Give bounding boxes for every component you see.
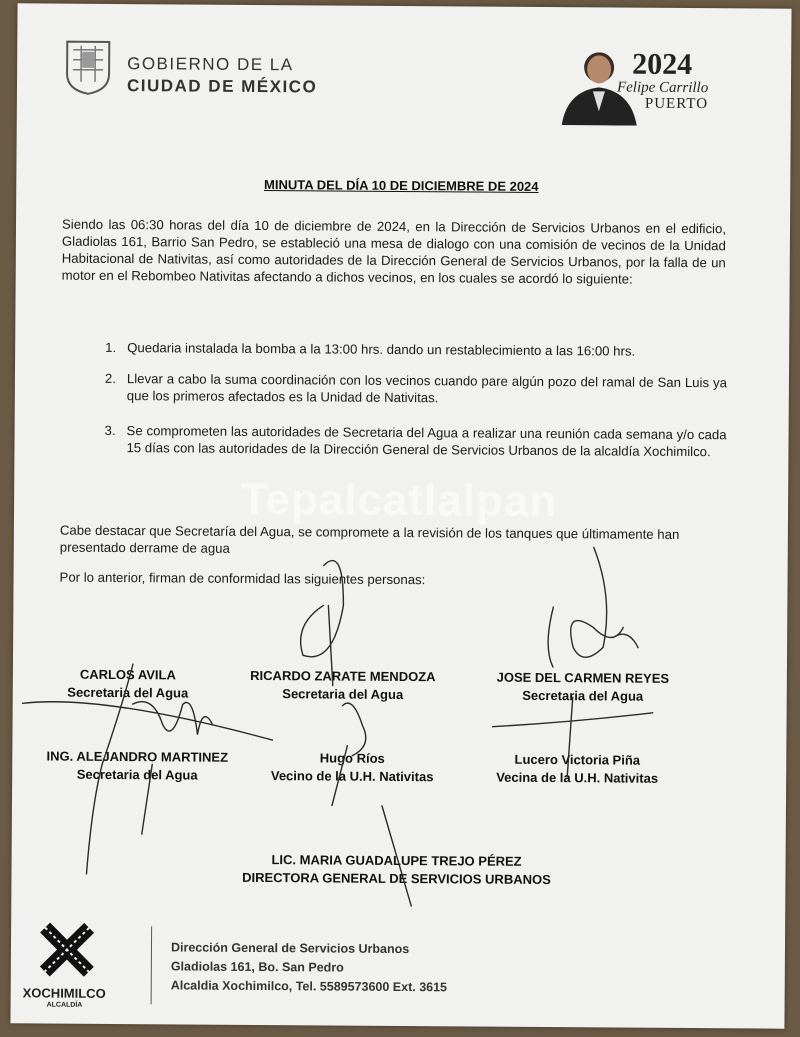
item-text: Llevar a cabo la suma coordinación con los vecinos cuando pare algún pozo del ramal de San Luis ya que los primeros afectados es la Unidad de Nativitas. — [126, 371, 727, 406]
document-page — [10, 3, 791, 1028]
signatory-name: LIC. MARIA GUADALUPE TREJO PÉREZ — [271, 852, 522, 869]
xochimilco-logo-icon — [37, 919, 97, 979]
footer-divider — [151, 926, 153, 1004]
agreement-item-3 — [104, 422, 727, 460]
footer-brand: XOCHIMILCO — [22, 985, 106, 1001]
signatory-name: CARLOS AVILA — [79, 666, 176, 683]
document-title: MINUTA DEL DÍA 10 DE DICIEMBRE DE 2024 — [264, 177, 539, 194]
signatory-role: Secretaria del Agua — [522, 687, 644, 704]
footer-line-1: Dirección General de Servicios Urbanos — [170, 940, 410, 957]
campaign-name: Felipe Carrillo — [616, 79, 709, 97]
signature-block — [252, 749, 452, 786]
intro-paragraph: Siendo las 06:30 horas del día 10 de diciembre de 2024, en la Dirección de Servicios Urbanos en el edificio, Gladiolas 161, Barrio San Pedro, se estableció una mesa de dialogo con una comisión de vecinos de la Unidad Habitacional de Nativitas, así como autoridades de la Dirección General de Servicios Urbanos, por la falla de un motor en el Rebombeo Nativitas afectando a dichos vecinos, en los cuales se acordó lo siguiente: — [61, 216, 727, 287]
footer-address — [171, 938, 448, 997]
signatory-name: ING. ALEJANDRO MARTINEZ — [46, 748, 229, 765]
signatory-role: Vecina de la U.H. Nativitas — [496, 769, 659, 786]
item-text: Quedaria instalada la bomba a la 13:00 hrs. dando un restablecimiento a las 16:00 hrs. — [127, 340, 636, 359]
year-logo: 2024 — [632, 47, 693, 82]
signature-block — [191, 851, 601, 890]
signature-block — [42, 748, 232, 785]
footer-brand-sub: ALCALDÍA — [46, 1001, 83, 1009]
note-paragraph: Cabe destacar que Secretaría del Agua, se compromete a la revisión de los tanques que últimamente han presentado derrame de agua — [59, 522, 680, 556]
footer-line-2: Gladiolas 161, Bo. San Pedro — [170, 959, 344, 975]
signatory-name: JOSE DEL CARMEN REYES — [496, 669, 670, 686]
item-text: Se comprometen las autoridades de Secretaria del Agua a realizar una reunión cada semana y/o cada 15 días con las autoridades de la Dirección General de Servicios Urbanos de la alcaldía Xochimilco. — [126, 423, 727, 460]
signatory-name: Lucero Victoria Piña — [514, 751, 641, 768]
signature-block — [462, 750, 692, 788]
agreement-item-2 — [104, 370, 727, 408]
signature-block — [43, 666, 213, 703]
signature-block — [473, 669, 693, 707]
signatory-role: Secretaria del Agua — [282, 686, 404, 703]
signatory-role: Secretaria del Agua — [67, 684, 189, 701]
watermark: Tepalcatlalpan — [240, 474, 558, 527]
campaign-surname: PUERTO — [644, 95, 709, 113]
signatory-role: DIRECTORA GENERAL DE SERVICIOS URBANOS — [242, 869, 551, 888]
item-number: 3. — [104, 422, 116, 439]
signatory-role: Secretaria del Agua — [76, 766, 198, 783]
signature-stroke — [492, 547, 654, 778]
cdmx-coat-of-arms-icon — [63, 38, 113, 96]
signatory-name: Hugo Ríos — [319, 750, 385, 766]
closing-line: Por lo anterior, firman de conformidad las siguientes personas: — [59, 569, 426, 588]
footer-line-3: Alcaldia Xochimilco, Tel. 5589573600 Ext. 3615 — [170, 978, 448, 995]
item-number: 2. — [104, 370, 117, 387]
gov-line-1: GOBIERNO DE LA — [127, 54, 294, 75]
item-number: 1. — [105, 339, 117, 356]
signatory-name: RICARDO ZARATE MENDOZA — [250, 667, 436, 685]
agreement-item-1 — [105, 339, 727, 360]
signature-block — [233, 667, 453, 705]
gov-line-2: CIUDAD DE MÉXICO — [126, 76, 318, 97]
signatory-role: Vecino de la U.H. Nativitas — [270, 768, 434, 785]
